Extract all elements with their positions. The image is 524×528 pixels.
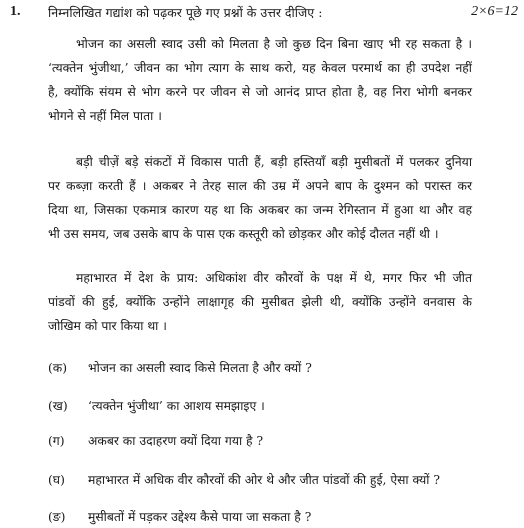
passage-line: ‘त्यक्तेन भुंजीथा,’ जीवन का भोग त्याग के साथ करो, यह केवल परमार्थ का ही उपदेश नहीं [48, 61, 472, 75]
subquestion-gha [48, 469, 440, 491]
subquestion-text: मुसीबतों में पड़कर उद्देश्य कैसे पाया जा सकता है ? [88, 510, 312, 524]
subquestion-label: (घ) [48, 473, 65, 487]
passage-line: भोजन का असली स्वाद उसी को मिलता है जो कुछ दिन बिना खाए भी रह सकता है । [76, 37, 472, 51]
subquestion-label: (ङ) [48, 510, 66, 524]
subquestion-text: अकबर का उदाहरण क्यों दिया गया है ? [88, 434, 264, 448]
passage-line: जोखिम को पार किया था । [48, 319, 167, 333]
subquestion-text: महाभारत में अधिक वीर कौरवों की ओर थे और जीत पांडवों की हुई, ऐसा क्यों ? [88, 473, 440, 487]
subquestion-ka [48, 357, 312, 379]
passage-line: पांडवों की हुई, क्योंकि उन्होंने लाक्षागृह की मुसीबत झेली थी, क्योंकि उन्होंने वनवास के [48, 295, 472, 309]
passage-line: पर कब्ज़ा करती हैं । अकबर ने तेरह साल की उम्र में अपने बाप के दुश्मन को परास्त कर [48, 179, 472, 193]
question-number: 1. [10, 4, 21, 19]
passage-paragraph-1 [48, 32, 472, 128]
subquestion-label: (ग) [48, 434, 65, 448]
question-instruction: निम्नलिखित गद्यांश को पढ़कर पूछे गए प्रश्नों के उत्तर दीजिए : [48, 5, 323, 20]
marks-allocation: 2×6=12 [471, 4, 518, 19]
passage-paragraph-2 [48, 150, 472, 246]
passage-paragraph-3 [48, 266, 472, 338]
passage-line: महाभारत में देश के प्राय: अधिकांश वीर कौरवों के पक्ष में थे, मगर फिर भी जीत [76, 271, 472, 285]
subquestion-text: ‘त्यक्तेन भुंजीथा’ का आशय समझाइए । [88, 399, 265, 413]
passage-line: दिया था, जिसका एकमात्र कारण यह था कि अकबर का जन्म रेगिस्तान में हुआ था और वह [48, 203, 472, 217]
passage-line: बड़ी चीज़ें बड़े संकटों में विकास पाती हैं, बड़ी हस्तियाँ बड़ी मुसीबतों में पलकर दुनिया [76, 155, 472, 169]
passage-line: है, क्योंकि संयम से भोग करने पर जीवन से जो आनंद प्राप्त होता है, वह निरा भोगी बनकर [48, 85, 472, 99]
subquestion-label: (क) [48, 361, 68, 375]
subquestion-ga [48, 430, 263, 452]
subquestion-label: (ख) [48, 399, 68, 413]
subquestion-kha [48, 395, 265, 417]
passage-line: भोगने से नहीं मिल पाता । [48, 109, 162, 123]
subquestion-text: भोजन का असली स्वाद किसे मिलता है और क्यों ? [88, 361, 312, 375]
subquestion-nga [48, 506, 311, 528]
passage-line: भी उस समय, जब उसके बाप के पास एक कस्तूरी को छोड़कर और कोई दौलत नहीं थी । [48, 227, 439, 241]
